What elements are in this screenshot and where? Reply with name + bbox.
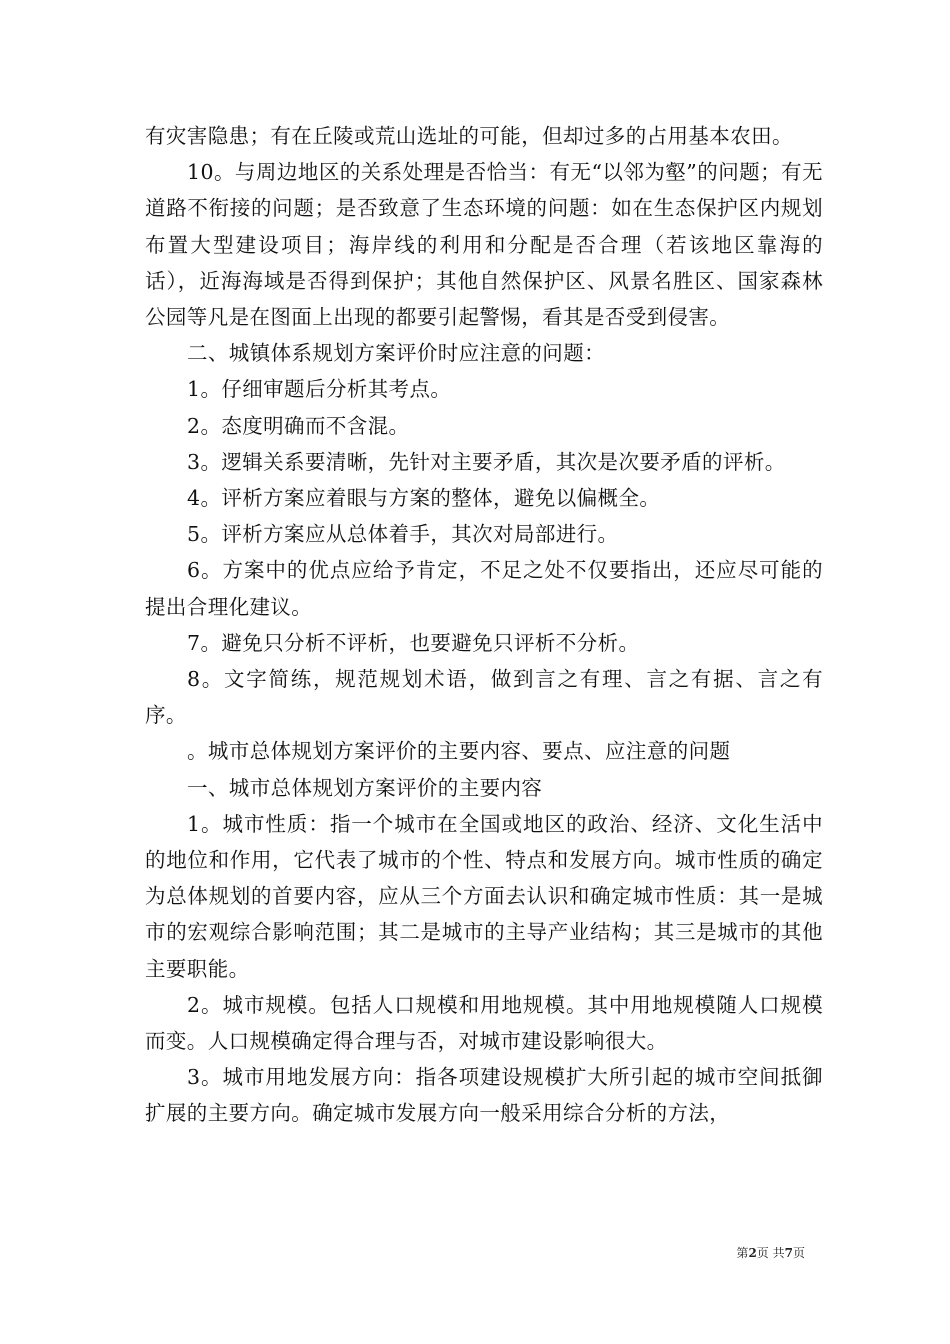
- paragraph: 10。与周边地区的关系处理是否恰当：有无“以邻为壑”的问题；有无道路不衔接的问题；是否致意了生态环境的问题：如在生态保护区内规划布置大型建设项目；海岸线的利用和分配是否合理（若该地区靠海的话），近海海域是否得到保护；其他自然保护区、风景名胜区、国家森林公园等凡是在图面上出现的都要引起警惕，看其是否受到侵害。: [145, 160, 823, 330]
- footer-suffix: 页: [792, 1246, 805, 1260]
- paragraph: 1。仔细审题后分析其考点。: [187, 377, 452, 402]
- paragraph: 二、城镇体系规划方案评价时应注意的问题：: [187, 341, 605, 366]
- paragraph: 5。评析方案应从总体着手，其次对局部进行。: [187, 522, 619, 547]
- paragraph: 。城市总体规划方案评价的主要内容、要点、应注意的问题: [187, 739, 731, 764]
- paragraph: 一、城市总体规划方案评价的主要内容: [187, 775, 543, 800]
- current-page-number: 2: [748, 1246, 757, 1260]
- paragraph: 8。文字简练，规范规划术语，做到言之有理、言之有据、言之有序。: [145, 667, 823, 728]
- footer-prefix: 第: [736, 1246, 749, 1260]
- paragraph: 有灾害隐患；有在丘陵或荒山选址的可能，但却过多的占用基本农田。: [145, 124, 793, 148]
- paragraph: 7。避免只分析不评析，也要避免只评析不分析。: [187, 630, 640, 655]
- paragraph: 6。方案中的优点应给予肯定，不足之处不仅要指出，还应尽可能的提出合理化建议。: [145, 558, 823, 619]
- paragraph: 1。城市性质：指一个城市在全国或地区的政治、经济、文化生活中的地位和作用，它代表了城市的个性、特点和发展方向。城市性质的确定为总体规划的首要内容，应从三个方面去认识和确定城市性质：其一是城市的宏观综合影响范围；其二是城市的主导产业结构；其三是城市的其他主要职能。: [145, 811, 823, 981]
- body-text: [145, 118, 823, 1132]
- paragraph: 2。态度明确而不含混。: [187, 413, 410, 438]
- paragraph: 3。城市用地发展方向：指各项建设规模扩大所引起的城市空间抵御扩展的主要方向。确定城市发展方向一般采用综合分析的方法，: [145, 1065, 823, 1126]
- paragraph: 4。评析方案应着眼与方案的整体，避免以偏概全。: [187, 486, 661, 511]
- paragraph: 2。城市规模。包括人口规模和用地规模。其中用地规模随人口规模而变。人口规模确定得合理与否，对城市建设影响很大。: [145, 992, 823, 1054]
- page-footer: [736, 1244, 805, 1261]
- footer-middle: 页 共: [756, 1246, 785, 1260]
- paragraph: 3。逻辑关系要清晰，先针对主要矛盾，其次是次要矛盾的评析。: [187, 449, 786, 474]
- total-page-count: 7: [784, 1246, 793, 1260]
